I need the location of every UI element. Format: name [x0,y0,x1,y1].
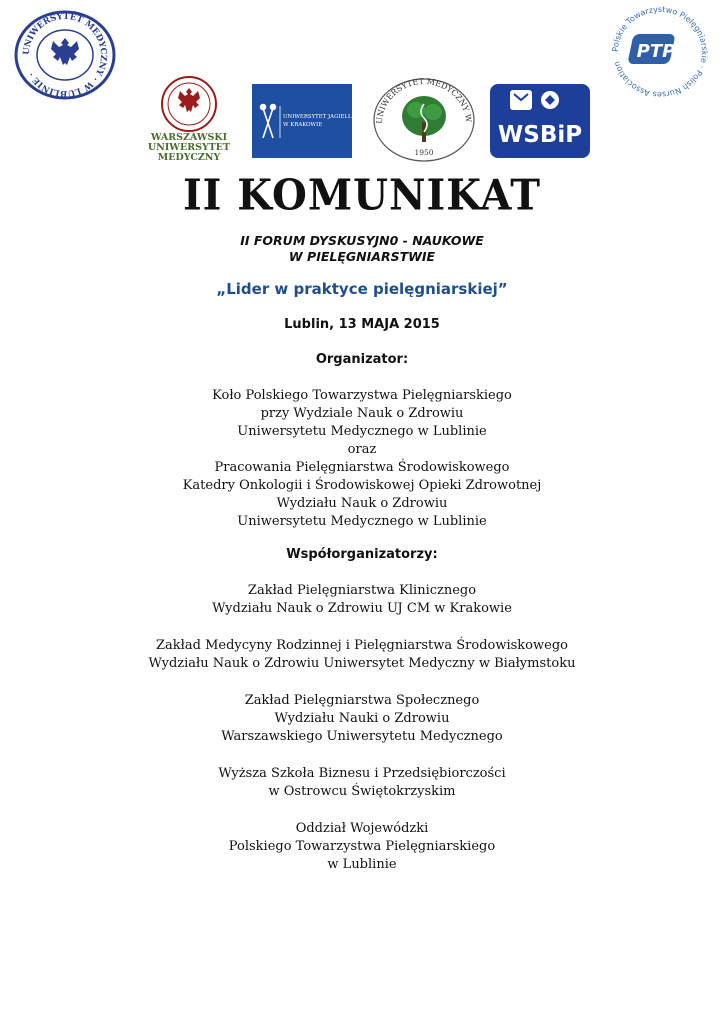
coorganizer-line: Wydziału Nauk o Zdrowiu Uniwersytet Medyczny w Białymstoku [148,656,576,671]
event-motto: „Lider w praktyce pielęgniarskiej” [216,280,508,298]
umb-seal [370,74,478,162]
organizer-line: Koło Polskiego Towarzystwa Pielęgniarskiego [212,388,512,403]
wsbip-emblem [490,84,590,158]
ptp-seal [604,4,716,100]
coorganizers-heading: Współorganizatorzy: [286,547,438,562]
coorganizer-list [0,582,724,893]
coorganizer-line: Wyższa Szkoła Biznesu i Przedsiębiorczości [218,766,506,781]
coorganizer-line: Zakład Pielęgniarstwa Społecznego [244,693,480,708]
wsbip-logo [490,84,590,158]
coorganizer-block [0,637,724,673]
wum-emblem [140,74,238,163]
ptp-ring-text: Polskie Towarzystwo Pielęgniarskie · Polish Nurses Association [610,4,710,100]
uj-line1: UNIWERSYTET JAGIELLOŃSKI [283,114,371,120]
umb-year: 1950 [414,148,434,157]
coorganizer-line: w Ostrowcu Świętokrzyskim [268,784,456,799]
coorganizer-line: Wydziału Nauk o Zdrowiu UJ CM w Krakowie [212,601,512,616]
umlub-ring-text: UNIWERSYTET MEDYCZNY · W LUBLINIE · [21,11,109,99]
organizer-line: Pracowania Pielęgniarstwa Środowiskowego [214,460,510,475]
organizer-line: przy Wydziale Nauk o Zdrowiu [260,406,464,421]
umlub-seal [14,10,116,100]
organizer-line: Wydziału Nauk o Zdrowiu [276,496,448,511]
uj-emblem [252,84,371,158]
ptp-logo [604,4,716,100]
uj-line2: W KRAKOWIE [283,122,323,128]
ptp-mark: PTP [636,41,676,62]
coorganizer-line: w Lublinie [327,857,397,872]
coorganizer-line: Zakład Pielęgniarstwa Klinicznego [247,583,477,598]
event-date: Lublin, 13 MAJA 2015 [284,317,440,332]
coorganizer-line: Polskiego Towarzystwa Pielęgniarskiego [228,839,496,854]
organizer-heading: Organizator: [315,352,409,367]
wum-logo [140,74,238,163]
umlub-logo [14,10,116,100]
scepters-icon [261,105,276,139]
organizer-list [0,387,724,531]
wum-line1: WARSZAWSKI [150,132,228,143]
organizer-line: Katedry Onkologii i Środowiskowej Opieki Zdrowotnej [182,478,542,493]
organizer-line: Uniwersytetu Medycznego w Lublinie [237,424,487,439]
coorganizer-block [0,820,724,874]
organizer-line: Uniwersytetu Medycznego w Lublinie [237,514,487,529]
uj-logo [252,84,371,158]
wum-line3: MEDYCZNY [157,152,221,163]
forum-title-line2: W PIELĘGNIARSTWIE [288,249,436,264]
umb-ring-text: UNIWERSYTET MEDYCZNY W [374,76,474,125]
wsbip-mark: WSBiP [497,122,583,148]
coorganizer-line: Warszawskiego Uniwersytetu Medycznego [221,729,503,744]
organizer-line: oraz [347,442,377,457]
crest-icon [510,90,559,110]
ptp-mark-icon [627,34,675,64]
wum-line2: UNIWERSYTET [147,142,231,153]
coorganizer-block [0,765,724,801]
coorganizer-block [0,692,724,746]
forum-title [0,233,724,265]
coorganizer-block [0,582,724,618]
coorganizer-line: Oddział Wojewódzki [295,821,429,836]
coorganizer-line: Wydziału Nauki o Zdrowiu [274,711,450,726]
umb-logo [370,74,478,162]
forum-title-line1: II FORUM DYSKUSYJN0 - NAUKOWE [240,233,484,248]
page-title: II KOMUNIKAT [182,170,542,221]
coorganizer-line: Zakład Medycyny Rodzinnej i Pielęgniarstwa Środowiskowego [156,638,568,653]
